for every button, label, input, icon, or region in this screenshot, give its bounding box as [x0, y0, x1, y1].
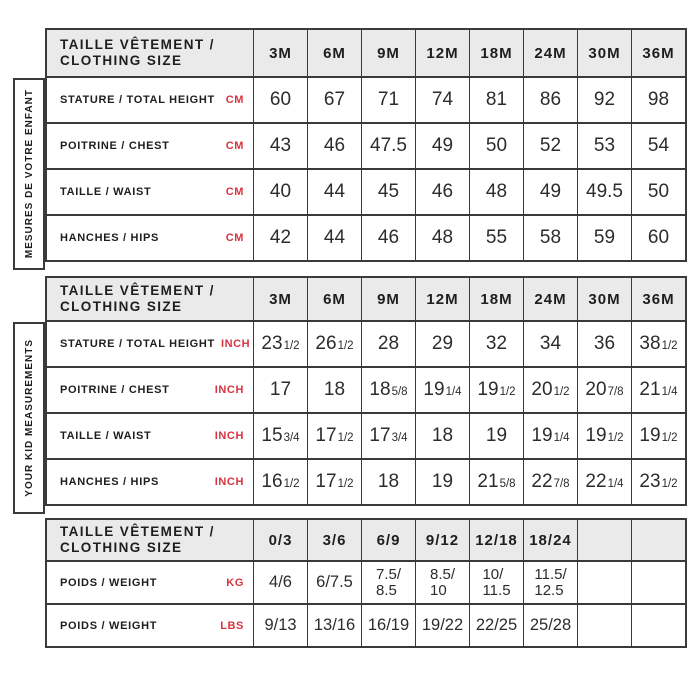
table-row: [47, 76, 685, 122]
value-number: 19: [431, 471, 454, 492]
size-column-header: 3M: [253, 30, 307, 76]
value-cell: [523, 368, 577, 412]
side-label-imperial: YOUR KID MEASUREMENTS: [23, 339, 35, 497]
row-label-cell: [47, 170, 253, 214]
fraction-value: [585, 379, 623, 401]
table-row: [47, 603, 685, 646]
value-cell: 50: [469, 124, 523, 168]
value-cell: 9/13: [253, 605, 307, 646]
value-cell: 81: [469, 78, 523, 122]
row-label: STATURE / TOTAL HEIGHT: [60, 94, 215, 106]
table-row: [47, 458, 685, 504]
row-label: STATURE / TOTAL HEIGHT: [60, 338, 215, 350]
value-number: 17: [315, 425, 337, 446]
value-number: 32: [485, 333, 508, 354]
value-number: 23: [261, 333, 283, 354]
value-cell: [253, 322, 307, 366]
value-cell: [361, 322, 415, 366]
value-cell: [361, 562, 415, 603]
value-number: 26: [315, 333, 337, 354]
row-label-cell: [47, 460, 253, 504]
fraction-value: [261, 425, 299, 447]
value-number: 18: [369, 379, 391, 400]
size-column-header: 30M: [577, 278, 631, 320]
row-label: POIDS / WEIGHT: [60, 619, 158, 632]
size-header-line1: TAILLE VÊTEMENT /: [60, 283, 215, 299]
value-cell: 74: [415, 78, 469, 122]
multiline-value: 11.5/ 12.5: [534, 565, 567, 599]
size-column-header: 30M: [577, 30, 631, 76]
value-cell: [631, 322, 685, 366]
unit-label: LBS: [220, 619, 244, 632]
fraction-value: [261, 333, 299, 355]
value-cell: 40: [253, 170, 307, 214]
table-row: [47, 320, 685, 366]
size-header-label: [47, 30, 253, 76]
value-number: 18: [323, 379, 346, 400]
value-cell: [631, 562, 685, 603]
fraction-value: [486, 425, 507, 447]
fraction-value: [639, 471, 677, 493]
value-cell: [307, 368, 361, 412]
fraction-value: [531, 379, 569, 401]
value-cell: [577, 322, 631, 366]
value-cell: [577, 562, 631, 603]
row-label: POITRINE / CHEST: [60, 140, 170, 152]
value-number: 28: [377, 333, 400, 354]
value-fraction: 1/2: [337, 432, 354, 444]
unit-label: INCH: [214, 384, 244, 396]
value-cell: 48: [415, 216, 469, 260]
side-label-imperial-box: [13, 322, 45, 514]
value-fraction: 1/2: [499, 386, 516, 398]
value-cell: [253, 460, 307, 504]
value-cell: 58: [523, 216, 577, 260]
fraction-value: [315, 471, 353, 493]
value-fraction: 1/2: [337, 478, 354, 490]
size-column-header: 24M: [523, 278, 577, 320]
value-cell: 54: [631, 124, 685, 168]
value-fraction: 3/4: [283, 432, 300, 444]
row-label-cell: [47, 322, 253, 366]
value-cell: [361, 414, 415, 458]
value-cell: [253, 414, 307, 458]
value-cell: 92: [577, 78, 631, 122]
value-cell: 52: [523, 124, 577, 168]
value-cell: [577, 368, 631, 412]
unit-label: CM: [225, 232, 244, 244]
size-table-weight: [45, 518, 687, 648]
size-header-line2: CLOTHING SIZE: [60, 540, 183, 555]
fraction-value: [477, 379, 515, 401]
size-column-header: 3M: [253, 278, 307, 320]
value-number: 22: [531, 471, 553, 492]
value-cell: [577, 414, 631, 458]
table-row: [47, 122, 685, 168]
fraction-value: [432, 471, 453, 493]
value-number: 17: [269, 379, 292, 400]
unit-label: INCH: [214, 476, 244, 488]
size-column-header: 3/6: [307, 520, 361, 560]
size-column-header: 9M: [361, 278, 415, 320]
value-cell: [631, 368, 685, 412]
value-cell: 46: [361, 216, 415, 260]
size-header-line1: TAILLE VÊTEMENT /: [60, 37, 215, 53]
value-cell: [469, 322, 523, 366]
row-label-cell: [47, 414, 253, 458]
size-column-header: 36M: [631, 278, 685, 320]
value-cell: 19/22: [415, 605, 469, 646]
row-label-cell: [47, 562, 253, 603]
value-cell: 53: [577, 124, 631, 168]
value-fraction: 1/2: [337, 340, 354, 352]
value-cell: 6/7.5: [307, 562, 361, 603]
multiline-value: 7.5/ 8.5: [375, 565, 402, 599]
value-fraction: 1/2: [553, 386, 570, 398]
row-label-cell: [47, 78, 253, 122]
size-column-header: 9M: [361, 30, 415, 76]
fraction-value: [594, 333, 615, 355]
value-fraction: 7/8: [607, 386, 624, 398]
value-cell: 46: [415, 170, 469, 214]
value-cell: [631, 605, 685, 646]
fraction-value: [378, 471, 399, 493]
value-number: 19: [485, 425, 508, 446]
value-cell: 16/19: [361, 605, 415, 646]
size-header-label: [47, 520, 253, 560]
value-fraction: 5/8: [499, 478, 516, 490]
value-cell: 71: [361, 78, 415, 122]
unit-label: KG: [226, 576, 244, 589]
row-label-cell: [47, 605, 253, 646]
value-cell: [253, 368, 307, 412]
fraction-value: [477, 471, 515, 493]
value-number: 29: [431, 333, 454, 354]
row-label: TAILLE / WAIST: [60, 430, 152, 442]
value-fraction: 1/4: [607, 478, 624, 490]
value-fraction: 3/4: [391, 432, 408, 444]
size-column-header: [631, 520, 685, 560]
fraction-value: [639, 333, 677, 355]
row-label-cell: [47, 124, 253, 168]
size-column-header: [577, 520, 631, 560]
row-label: POITRINE / CHEST: [60, 384, 170, 396]
value-cell: 49.5: [577, 170, 631, 214]
value-cell: [577, 460, 631, 504]
value-fraction: 5/8: [391, 386, 408, 398]
value-cell: 98: [631, 78, 685, 122]
size-header-row: [47, 520, 685, 560]
value-cell: [415, 562, 469, 603]
value-cell: [307, 322, 361, 366]
value-cell: 22/25: [469, 605, 523, 646]
size-column-header: 0/3: [253, 520, 307, 560]
unit-label: CM: [225, 94, 244, 106]
value-cell: 46: [307, 124, 361, 168]
fraction-value: [423, 379, 461, 401]
row-label: HANCHES / HIPS: [60, 232, 160, 244]
size-column-header: 9/12: [415, 520, 469, 560]
size-column-header: 12M: [415, 278, 469, 320]
fraction-value: [261, 471, 299, 493]
value-fraction: 1/4: [445, 386, 462, 398]
fraction-value: [531, 425, 569, 447]
value-cell: 60: [253, 78, 307, 122]
value-number: 19: [423, 379, 445, 400]
value-cell: [307, 460, 361, 504]
size-header-line1: TAILLE VÊTEMENT /: [60, 524, 215, 540]
value-number: 15: [261, 425, 283, 446]
value-number: 19: [531, 425, 553, 446]
table-row: [47, 214, 685, 260]
value-cell: 49: [415, 124, 469, 168]
value-number: 38: [639, 333, 661, 354]
value-cell: 48: [469, 170, 523, 214]
value-number: 21: [477, 471, 499, 492]
value-number: 36: [593, 333, 616, 354]
value-number: 17: [369, 425, 391, 446]
value-cell: [307, 414, 361, 458]
value-cell: [523, 460, 577, 504]
fraction-value: [639, 425, 677, 447]
size-header-row: [47, 30, 685, 76]
fraction-value: [585, 471, 623, 493]
size-column-header: 12M: [415, 30, 469, 76]
value-number: 19: [477, 379, 499, 400]
fraction-value: [369, 379, 407, 401]
table-row: [47, 366, 685, 412]
value-fraction: 1/2: [661, 340, 678, 352]
value-number: 16: [261, 471, 283, 492]
multiline-value: 8.5/ 10: [429, 565, 456, 599]
fraction-value: [324, 379, 345, 401]
value-cell: 42: [253, 216, 307, 260]
size-table-cm: [45, 28, 687, 262]
value-cell: [469, 414, 523, 458]
value-fraction: 1/4: [553, 432, 570, 444]
value-cell: 59: [577, 216, 631, 260]
size-header-label: [47, 278, 253, 320]
fraction-value: [315, 333, 353, 355]
value-number: 19: [585, 425, 607, 446]
unit-label: CM: [225, 140, 244, 152]
fraction-value: [378, 333, 399, 355]
fraction-value: [486, 333, 507, 355]
value-cell: 44: [307, 170, 361, 214]
table-row: [47, 412, 685, 458]
value-cell: 13/16: [307, 605, 361, 646]
value-cell: [469, 460, 523, 504]
fraction-value: [639, 379, 677, 401]
value-cell: 25/28: [523, 605, 577, 646]
size-column-header: 6M: [307, 30, 361, 76]
size-column-header: 6M: [307, 278, 361, 320]
size-table-inch: [45, 276, 687, 506]
value-cell: 50: [631, 170, 685, 214]
value-fraction: 1/4: [661, 386, 678, 398]
value-number: 18: [431, 425, 454, 446]
value-number: 20: [585, 379, 607, 400]
value-cell: [523, 414, 577, 458]
value-cell: [577, 605, 631, 646]
size-header-line2: CLOTHING SIZE: [60, 53, 183, 68]
value-fraction: 1/2: [661, 432, 678, 444]
row-label: POIDS / WEIGHT: [60, 576, 158, 589]
row-label-cell: [47, 216, 253, 260]
value-number: 18: [377, 471, 400, 492]
fraction-value: [369, 425, 407, 447]
value-cell: 60: [631, 216, 685, 260]
size-column-header: 18M: [469, 278, 523, 320]
value-cell: [361, 368, 415, 412]
value-cell: [631, 414, 685, 458]
value-number: 23: [639, 471, 661, 492]
value-number: 21: [639, 379, 661, 400]
value-cell: 47.5: [361, 124, 415, 168]
value-cell: 44: [307, 216, 361, 260]
side-label-metric-box: [13, 78, 45, 270]
unit-label: INCH: [214, 430, 244, 442]
value-number: 19: [639, 425, 661, 446]
size-column-header: 6/9: [361, 520, 415, 560]
value-fraction: 7/8: [553, 478, 570, 490]
table-row: [47, 168, 685, 214]
value-cell: 55: [469, 216, 523, 260]
value-cell: [631, 460, 685, 504]
size-column-header: 24M: [523, 30, 577, 76]
value-cell: [415, 368, 469, 412]
value-fraction: 1/2: [607, 432, 624, 444]
unit-label: INCH: [220, 338, 251, 350]
size-column-header: 12/18: [469, 520, 523, 560]
value-cell: 45: [361, 170, 415, 214]
table-row: [47, 560, 685, 603]
row-label-cell: [47, 368, 253, 412]
side-label-metric: MESURES DE VOTRE ENFANT: [23, 89, 35, 259]
unit-label: CM: [225, 186, 244, 198]
value-cell: 86: [523, 78, 577, 122]
value-cell: [415, 460, 469, 504]
size-column-header: 36M: [631, 30, 685, 76]
row-label: HANCHES / HIPS: [60, 476, 160, 488]
fraction-value: [432, 333, 453, 355]
value-fraction: 1/2: [283, 478, 300, 490]
fraction-value: [315, 425, 353, 447]
fraction-value: [270, 379, 291, 401]
size-column-header: 18/24: [523, 520, 577, 560]
fraction-value: [432, 425, 453, 447]
value-cell: [415, 322, 469, 366]
row-label: TAILLE / WAIST: [60, 186, 152, 198]
value-cell: [523, 322, 577, 366]
value-cell: 4/6: [253, 562, 307, 603]
value-number: 22: [585, 471, 607, 492]
value-cell: [469, 368, 523, 412]
value-number: 17: [315, 471, 337, 492]
value-cell: [469, 562, 523, 603]
value-cell: 49: [523, 170, 577, 214]
value-number: 34: [539, 333, 562, 354]
value-fraction: 1/2: [283, 340, 300, 352]
value-cell: [523, 562, 577, 603]
value-cell: 43: [253, 124, 307, 168]
fraction-value: [585, 425, 623, 447]
multiline-value: 10/ 11.5: [482, 565, 511, 599]
size-header-row: [47, 278, 685, 320]
fraction-value: [531, 471, 569, 493]
value-fraction: 1/2: [661, 478, 678, 490]
value-number: 20: [531, 379, 553, 400]
value-cell: [361, 460, 415, 504]
fraction-value: [540, 333, 561, 355]
size-header-line2: CLOTHING SIZE: [60, 299, 183, 314]
value-cell: [415, 414, 469, 458]
value-cell: 67: [307, 78, 361, 122]
size-column-header: 18M: [469, 30, 523, 76]
